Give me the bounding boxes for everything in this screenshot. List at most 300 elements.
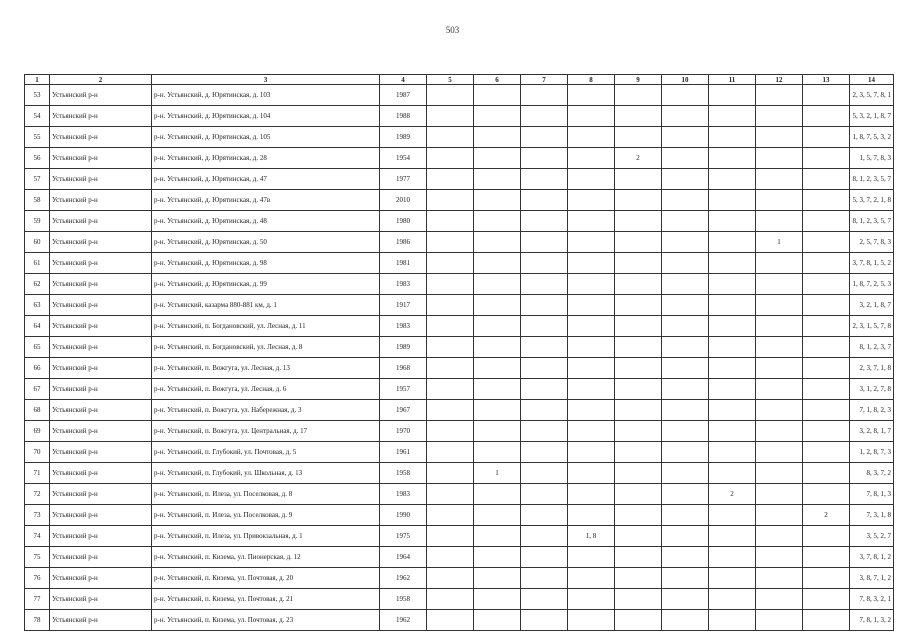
codes-cell: 7, 8, 3, 2, 1: [850, 589, 894, 610]
col6-cell: [474, 547, 521, 568]
col5-cell: [427, 190, 474, 211]
col9-cell: [615, 169, 662, 190]
table-row: [25, 505, 894, 526]
col11-cell: [709, 253, 756, 274]
col7-cell: [521, 190, 568, 211]
district-cell: Устьянский р-н: [50, 505, 152, 526]
col5-cell: [427, 127, 474, 148]
table-row: [25, 526, 894, 547]
col6-cell: [474, 85, 521, 106]
codes-cell: 7, 8, 1, 3, 2: [850, 610, 894, 631]
col9-cell: [615, 85, 662, 106]
col10-cell: [662, 148, 709, 169]
row-number: 55: [25, 127, 50, 148]
col13-cell: [803, 85, 850, 106]
col7-cell: [521, 211, 568, 232]
col10-cell: [662, 127, 709, 148]
year-cell: 1967: [380, 400, 427, 421]
col8-cell: [568, 190, 615, 211]
year-cell: 1981: [380, 253, 427, 274]
col10-cell: [662, 337, 709, 358]
col9-cell: [615, 421, 662, 442]
col9-cell: [615, 589, 662, 610]
district-cell: Устьянский р-н: [50, 400, 152, 421]
year-cell: 1961: [380, 442, 427, 463]
col9-cell: [615, 253, 662, 274]
year-cell: 1917: [380, 295, 427, 316]
year-cell: 1962: [380, 610, 427, 631]
col9-cell: [615, 337, 662, 358]
table-row: [25, 274, 894, 295]
codes-cell: 5, 3, 7, 2, 1, 8: [850, 190, 894, 211]
col12-cell: [756, 400, 803, 421]
col9-cell: [615, 379, 662, 400]
col13-cell: 2: [803, 505, 850, 526]
district-cell: Устьянский р-н: [50, 484, 152, 505]
district-cell: Устьянский р-н: [50, 85, 152, 106]
col6-cell: [474, 400, 521, 421]
col8-cell: [568, 358, 615, 379]
district-cell: Устьянский р-н: [50, 610, 152, 631]
col7-cell: [521, 169, 568, 190]
column-header-12: 12: [756, 75, 803, 85]
col6-cell: [474, 190, 521, 211]
codes-cell: 3, 7, 8, 1, 2: [850, 547, 894, 568]
col12-cell: [756, 148, 803, 169]
year-cell: 1980: [380, 211, 427, 232]
col9-cell: [615, 400, 662, 421]
col7-cell: [521, 148, 568, 169]
column-header-6: 6: [474, 75, 521, 85]
year-cell: 1958: [380, 463, 427, 484]
table-row: [25, 589, 894, 610]
col5-cell: [427, 295, 474, 316]
address-cell: р-н. Устьянский, д. Юрятинская, д. 50: [152, 232, 380, 253]
year-cell: 1983: [380, 316, 427, 337]
col12-cell: [756, 253, 803, 274]
district-cell: Устьянский р-н: [50, 274, 152, 295]
col11-cell: [709, 337, 756, 358]
row-number: 67: [25, 379, 50, 400]
col12-cell: [756, 379, 803, 400]
col6-cell: [474, 253, 521, 274]
col7-cell: [521, 316, 568, 337]
col8-cell: [568, 337, 615, 358]
col11-cell: [709, 274, 756, 295]
col13-cell: [803, 589, 850, 610]
year-cell: 1957: [380, 379, 427, 400]
table-row: [25, 169, 894, 190]
col12-cell: [756, 211, 803, 232]
table-row: [25, 232, 894, 253]
district-cell: Устьянский р-н: [50, 589, 152, 610]
col6-cell: [474, 379, 521, 400]
codes-cell: 3, 8, 7, 1, 2: [850, 568, 894, 589]
address-cell: р-н. Устьянский, п. Кизема, ул. Почтовая, д. 23: [152, 610, 380, 631]
table-row: [25, 148, 894, 169]
col13-cell: [803, 253, 850, 274]
col8-cell: [568, 127, 615, 148]
col9-cell: [615, 295, 662, 316]
col11-cell: [709, 148, 756, 169]
col6-cell: [474, 169, 521, 190]
year-cell: 2010: [380, 190, 427, 211]
column-header-5: 5: [427, 75, 474, 85]
col12-cell: [756, 442, 803, 463]
col6-cell: [474, 442, 521, 463]
codes-cell: 3, 5, 2, 7: [850, 526, 894, 547]
codes-cell: 5, 3, 2, 1, 8, 7: [850, 106, 894, 127]
row-number: 74: [25, 526, 50, 547]
col9-cell: [615, 358, 662, 379]
col10-cell: [662, 190, 709, 211]
codes-cell: 8, 3, 7, 2: [850, 463, 894, 484]
col6-cell: 1: [474, 463, 521, 484]
col11-cell: [709, 526, 756, 547]
col13-cell: [803, 610, 850, 631]
col5-cell: [427, 547, 474, 568]
col5-cell: [427, 85, 474, 106]
col11-cell: [709, 232, 756, 253]
col7-cell: [521, 589, 568, 610]
table-row: [25, 463, 894, 484]
year-cell: 1964: [380, 547, 427, 568]
col7-cell: [521, 358, 568, 379]
table-row: [25, 316, 894, 337]
col13-cell: [803, 568, 850, 589]
address-cell: р-н. Устьянский, п. Кизема, ул. Пионерская, д. 12: [152, 547, 380, 568]
row-number: 68: [25, 400, 50, 421]
year-cell: 1986: [380, 232, 427, 253]
col12-cell: [756, 169, 803, 190]
col10-cell: [662, 610, 709, 631]
year-cell: 1968: [380, 358, 427, 379]
address-cell: р-н. Устьянский, п. Богдановский, ул. Лесная, д. 8: [152, 337, 380, 358]
row-number: 76: [25, 568, 50, 589]
year-cell: 1983: [380, 484, 427, 505]
table-row: [25, 211, 894, 232]
col11-cell: [709, 85, 756, 106]
col7-cell: [521, 274, 568, 295]
table-row: [25, 337, 894, 358]
address-cell: р-н. Устьянский, п. Богдановский, ул. Лесная, д. 11: [152, 316, 380, 337]
col9-cell: [615, 106, 662, 127]
column-header-13: 13: [803, 75, 850, 85]
row-number: 75: [25, 547, 50, 568]
codes-cell: 7, 3, 1, 8: [850, 505, 894, 526]
col6-cell: [474, 295, 521, 316]
col11-cell: [709, 190, 756, 211]
column-header-2: 2: [50, 75, 152, 85]
address-cell: р-н. Устьянский, п. Кизема, ул. Почтовая, д. 20: [152, 568, 380, 589]
col7-cell: [521, 127, 568, 148]
col6-cell: [474, 148, 521, 169]
column-header-14: 14: [850, 75, 894, 85]
col8-cell: [568, 274, 615, 295]
col12-cell: [756, 421, 803, 442]
row-number: 58: [25, 190, 50, 211]
col8-cell: [568, 316, 615, 337]
year-cell: 1983: [380, 274, 427, 295]
year-cell: 1970: [380, 421, 427, 442]
col11-cell: [709, 358, 756, 379]
row-number: 57: [25, 169, 50, 190]
col8-cell: [568, 505, 615, 526]
district-cell: Устьянский р-н: [50, 442, 152, 463]
col11-cell: [709, 463, 756, 484]
table-row: [25, 568, 894, 589]
address-cell: р-н. Устьянский, п. Илеза, ул. Поселковая, д. 8: [152, 484, 380, 505]
col13-cell: [803, 484, 850, 505]
col5-cell: [427, 211, 474, 232]
district-cell: Устьянский р-н: [50, 232, 152, 253]
year-cell: 1954: [380, 148, 427, 169]
address-cell: р-н. Устьянский, п. Кизема, ул. Почтовая, д. 21: [152, 589, 380, 610]
col8-cell: [568, 484, 615, 505]
col8-cell: [568, 589, 615, 610]
col7-cell: [521, 400, 568, 421]
col5-cell: [427, 589, 474, 610]
col13-cell: [803, 358, 850, 379]
col13-cell: [803, 442, 850, 463]
register-table: [24, 74, 894, 631]
col8-cell: [568, 400, 615, 421]
col5-cell: [427, 232, 474, 253]
codes-cell: 8, 1, 2, 3, 5, 7: [850, 211, 894, 232]
col9-cell: [615, 463, 662, 484]
col6-cell: [474, 316, 521, 337]
col8-cell: [568, 295, 615, 316]
col7-cell: [521, 337, 568, 358]
year-cell: 1990: [380, 505, 427, 526]
col9-cell: [615, 274, 662, 295]
codes-cell: 2, 5, 7, 8, 3: [850, 232, 894, 253]
col13-cell: [803, 295, 850, 316]
col12-cell: [756, 484, 803, 505]
col13-cell: [803, 232, 850, 253]
col6-cell: [474, 106, 521, 127]
col13-cell: [803, 379, 850, 400]
table-row: [25, 85, 894, 106]
col11-cell: [709, 400, 756, 421]
col7-cell: [521, 253, 568, 274]
col13-cell: [803, 169, 850, 190]
col10-cell: [662, 400, 709, 421]
col12-cell: [756, 526, 803, 547]
col12-cell: [756, 358, 803, 379]
row-number: 77: [25, 589, 50, 610]
address-cell: р-н. Устьянский, д. Юрятинская, д. 48: [152, 211, 380, 232]
col10-cell: [662, 316, 709, 337]
district-cell: Устьянский р-н: [50, 463, 152, 484]
col10-cell: [662, 547, 709, 568]
col5-cell: [427, 442, 474, 463]
row-number: 56: [25, 148, 50, 169]
col8-cell: [568, 253, 615, 274]
col12-cell: [756, 589, 803, 610]
col9-cell: [615, 190, 662, 211]
col13-cell: [803, 337, 850, 358]
table-row: [25, 442, 894, 463]
col10-cell: [662, 274, 709, 295]
col7-cell: [521, 526, 568, 547]
codes-cell: 3, 1, 2, 7, 8: [850, 379, 894, 400]
col7-cell: [521, 421, 568, 442]
col9-cell: [615, 526, 662, 547]
col12-cell: [756, 505, 803, 526]
col8-cell: [568, 169, 615, 190]
district-cell: Устьянский р-н: [50, 421, 152, 442]
col5-cell: [427, 400, 474, 421]
col8-cell: [568, 148, 615, 169]
col11-cell: [709, 421, 756, 442]
col7-cell: [521, 379, 568, 400]
col13-cell: [803, 127, 850, 148]
col12-cell: [756, 190, 803, 211]
col11-cell: [709, 379, 756, 400]
row-number: 61: [25, 253, 50, 274]
col6-cell: [474, 337, 521, 358]
col11-cell: [709, 211, 756, 232]
col8-cell: [568, 232, 615, 253]
table-row: [25, 190, 894, 211]
col7-cell: [521, 568, 568, 589]
col13-cell: [803, 106, 850, 127]
col6-cell: [474, 610, 521, 631]
district-cell: Устьянский р-н: [50, 358, 152, 379]
col9-cell: [615, 547, 662, 568]
col5-cell: [427, 379, 474, 400]
address-cell: р-н. Устьянский, п. Глубокий, ул. Почтовая, д. 5: [152, 442, 380, 463]
year-cell: 1989: [380, 127, 427, 148]
col8-cell: [568, 442, 615, 463]
col13-cell: [803, 547, 850, 568]
col8-cell: [568, 85, 615, 106]
year-cell: 1962: [380, 568, 427, 589]
col12-cell: [756, 463, 803, 484]
row-number: 53: [25, 85, 50, 106]
col10-cell: [662, 568, 709, 589]
col8-cell: [568, 211, 615, 232]
col6-cell: [474, 484, 521, 505]
col10-cell: [662, 442, 709, 463]
col8-cell: [568, 568, 615, 589]
col5-cell: [427, 484, 474, 505]
district-cell: Устьянский р-н: [50, 316, 152, 337]
col11-cell: [709, 106, 756, 127]
col12-cell: [756, 337, 803, 358]
col10-cell: [662, 85, 709, 106]
district-cell: Устьянский р-н: [50, 190, 152, 211]
col12-cell: [756, 106, 803, 127]
row-number: 60: [25, 232, 50, 253]
col11-cell: [709, 568, 756, 589]
col9-cell: [615, 211, 662, 232]
col6-cell: [474, 568, 521, 589]
district-cell: Устьянский р-н: [50, 547, 152, 568]
col6-cell: [474, 274, 521, 295]
col13-cell: [803, 526, 850, 547]
col10-cell: [662, 484, 709, 505]
address-cell: р-н. Устьянский, д. Юрятинская, д. 104: [152, 106, 380, 127]
row-number: 64: [25, 316, 50, 337]
row-number: 73: [25, 505, 50, 526]
year-cell: 1975: [380, 526, 427, 547]
col13-cell: [803, 211, 850, 232]
col11-cell: [709, 505, 756, 526]
page-number: 503: [445, 25, 460, 35]
row-number: 63: [25, 295, 50, 316]
col11-cell: [709, 169, 756, 190]
col6-cell: [474, 127, 521, 148]
col9-cell: [615, 127, 662, 148]
col8-cell: [568, 610, 615, 631]
district-cell: Устьянский р-н: [50, 337, 152, 358]
col10-cell: [662, 169, 709, 190]
col5-cell: [427, 253, 474, 274]
address-cell: р-н. Устьянский, д. Юрятинская, д. 47в: [152, 190, 380, 211]
col10-cell: [662, 505, 709, 526]
col6-cell: [474, 526, 521, 547]
col5-cell: [427, 463, 474, 484]
codes-cell: 1, 5, 7, 8, 3: [850, 148, 894, 169]
col6-cell: [474, 358, 521, 379]
table-row: [25, 484, 894, 505]
table-row: [25, 547, 894, 568]
col8-cell: [568, 547, 615, 568]
col12-cell: [756, 295, 803, 316]
district-cell: Устьянский р-н: [50, 253, 152, 274]
table-row: [25, 295, 894, 316]
col5-cell: [427, 106, 474, 127]
address-cell: р-н. Устьянский, д. Юрятинская, д. 99: [152, 274, 380, 295]
col13-cell: [803, 463, 850, 484]
address-cell: р-н. Устьянский, п. Вожгуга, ул. Центральная, д. 17: [152, 421, 380, 442]
year-cell: 1989: [380, 337, 427, 358]
col7-cell: [521, 106, 568, 127]
column-header-11: 11: [709, 75, 756, 85]
col7-cell: [521, 295, 568, 316]
col5-cell: [427, 526, 474, 547]
district-cell: Устьянский р-н: [50, 169, 152, 190]
col10-cell: [662, 421, 709, 442]
col11-cell: [709, 547, 756, 568]
col7-cell: [521, 232, 568, 253]
table-row: [25, 106, 894, 127]
column-header-10: 10: [662, 75, 709, 85]
table-row: [25, 379, 894, 400]
col5-cell: [427, 421, 474, 442]
row-number: 72: [25, 484, 50, 505]
col5-cell: [427, 316, 474, 337]
col6-cell: [474, 211, 521, 232]
codes-cell: 7, 1, 8, 2, 3: [850, 400, 894, 421]
col10-cell: [662, 379, 709, 400]
col10-cell: [662, 106, 709, 127]
col12-cell: [756, 547, 803, 568]
col9-cell: [615, 610, 662, 631]
col5-cell: [427, 505, 474, 526]
col10-cell: [662, 232, 709, 253]
table-row: [25, 127, 894, 148]
col12-cell: 1: [756, 232, 803, 253]
codes-cell: 3, 7, 8, 1, 5, 2: [850, 253, 894, 274]
col9-cell: [615, 484, 662, 505]
col8-cell: 1, 8: [568, 526, 615, 547]
address-cell: р-н. Устьянский, п. Илеза, ул. Поселковая, д. 9: [152, 505, 380, 526]
col11-cell: [709, 316, 756, 337]
col11-cell: [709, 127, 756, 148]
